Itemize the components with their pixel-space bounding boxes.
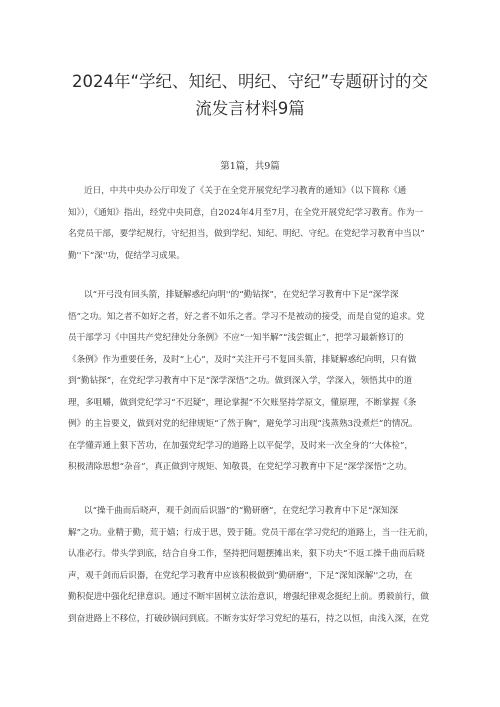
page-indicator: 第1篇，共9篇	[220, 161, 280, 172]
text-line: 到“勤钻探”，在党纪学习教育中下足“深学深悟”之功。做到深入学，学深入，领悟其中的道	[68, 376, 413, 386]
text-line: 员干部学习《中国共产党纪律处分条例》不应“一知半解”“浅尝辄止”，把学习最新修订的	[68, 333, 404, 343]
title-line: 流发言材料9篇	[195, 99, 305, 118]
text-line: 以“操千曲而后晓声，观千剑而后识器”的“勤研磨”，在党纪学习教育中下足“深知深	[84, 506, 399, 516]
paragraph-3	[68, 501, 460, 630]
text-line: 知》），《通知》指出，经党中央同意，自2024年4月至7月，在全党开展党纪学习教育。作为一	[68, 207, 424, 218]
text-line: 积极清除思想“杂音”，真正做到守规矩、知敬畏，在党纪学习教育中下足“深学深悟”之功。	[68, 462, 413, 472]
text-line: 勤''下“深''功，促结学习成果。	[68, 250, 185, 261]
text-line: 名党员干部，要学纪规行，守纪担当，做到学纪、知纪、明纪、守纪。在党纪学习教育中当以”	[68, 229, 425, 239]
title-line: 2024年“学纪、知纪、明纪、守纪”专题研讨的交	[71, 72, 429, 91]
text-line: 以“开弓没有回头箭，排疑解惑纪向明''的“勤钻探”，在党纪学习教育中下足“深学深	[84, 290, 399, 300]
text-line: 解”之功。业精于勤，荒于嬉；行成于思，毁于随。党员干部在学习党纪的道路上，当一往无前，	[68, 527, 434, 538]
paragraph-1	[68, 181, 460, 267]
text-line: 悟”之功。知之者不如好之者，好之者不如乐之者。学习不是被动的接受，而是自觉的追求。党	[68, 311, 425, 322]
paragraph-2	[68, 285, 460, 479]
text-line: 勤积促进中强化纪律意识。通过不断牢固树立法治意识，增强纪律观念挺纪上前。勇毅前行，做	[68, 592, 429, 602]
text-line: 例》的主旨要义，做到对党的纪律规矩“了然于胸”，避免学习出现“浅蒸熟3没煮烂”的情况。	[68, 419, 418, 429]
text-line: 到奋进路上不移位，打破砂锅问到底。不断夯实好学习党纪的基石，持之以恒，由浅入深，在党	[68, 613, 429, 624]
text-line: 认准必行。带头学到底，结合自身工作，坚持把问题摆摊出来，狠下功夫“不返工操千曲而后晓	[68, 549, 425, 559]
text-line: 《条例》作为重要任务，及时“上心”，及时“关注开弓不复回头箭，排疑解惑纪向明，只有做	[68, 354, 417, 365]
text-line: 理，多咀嚼，做到党纪学习“不迟疑”，理论掌握“不欠账坚持学原文，懂原理，不断掌握《条	[68, 397, 417, 408]
document-title	[20, 68, 480, 122]
text-line: 在学懂弄通上狠下苦功，在加强党纪学习的道路上以平促学，及时来一次全身的‘‘大体检”，	[68, 440, 414, 451]
text-line: 声，观千剑而后识器，在党纪学习教育中应该积极做到“勤研磨”，下足“深知深解''之功，在	[68, 570, 413, 581]
text-line: 近日，中共中央办公厅印发了《关于在全党开展党纪学习教育的通知》（以下简称《通	[84, 186, 407, 196]
